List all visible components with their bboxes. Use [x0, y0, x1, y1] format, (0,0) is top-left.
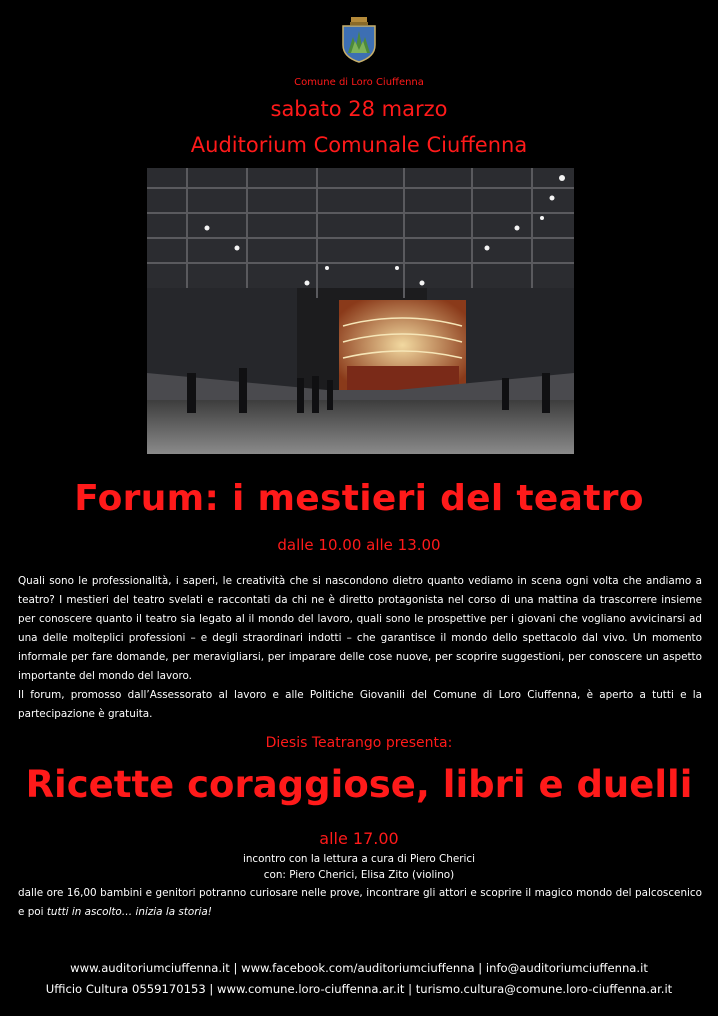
- reading-credit: incontro con la lettura a cura di Piero Cherici: [242, 853, 476, 865]
- show-description-text: dalle ore 16,00 bambini e genitori potranno curiosare nelle prove, incontrare gli attori e scoprire il magico mondo del palcoscenico e poi: [18, 887, 702, 918]
- forum-title: Forum: i mestieri del teatro: [74, 478, 644, 519]
- forum-paragraph: Il forum, promosso dall’Assessorato al lavoro e alle Politiche Giovanili del Comune di Loro Ciuffenna, è aperto a tutti e la partecipazione è gratuita.: [18, 689, 702, 720]
- forum-time: dalle 10.00 alle 13.00: [277, 536, 441, 554]
- event-date: sabato 28 marzo: [270, 97, 448, 121]
- forum-description: [18, 572, 702, 724]
- show-description: [18, 884, 702, 922]
- forum-paragraph: Quali sono le professionalità, i saperi, le creatività che si nascondono dietro quanto vediamo in scena ogni volta che andiamo a teatro? I mestieri del teatro svelati e raccontati da chi ne è diretto protagonista nel corso di una mattina da trascorrere insieme per conoscere quanto il teatro sia legato al il mondo del lavoro, quali sono le prospettive per i giovani che vogliano avvicinarsi ad una delle molteplici professioni – e degli straordinari indotti – che garantisce il mondo dello spettacolo dal vivo. Un momento informale per fare domande, per meravigliarsi, per imparare delle cose nuove, per scoprire suggestioni, per conoscere un aspetto importante del mondo del lavoro.: [18, 575, 702, 682]
- event-venue: Auditorium Comunale Ciuffenna: [190, 133, 528, 157]
- show-time: alle 17.00: [319, 829, 399, 848]
- footer-office-contacts: Ufficio Cultura 0559170153 | www.comune.loro-ciuffenna.ar.it | turismo.cultura@comune.loro-ciuffenna.ar.it: [45, 982, 673, 996]
- municipality-name: Comune di Loro Ciuffenna: [294, 77, 424, 88]
- municipal-crest-icon: [341, 17, 377, 63]
- footer-web-contacts: www.auditoriumciuffenna.it | www.facebook.com/auditoriumciuffenna | info@auditoriumciuffenna.it: [70, 961, 648, 975]
- show-presenter: Diesis Teatrango presenta:: [265, 735, 453, 751]
- theatre-stage-photo: [147, 168, 574, 454]
- show-description-italic: tutti in ascolto… inizia la storia!: [46, 906, 212, 918]
- cast-credit: con: Piero Cherici, Elisa Zito (violino): [263, 869, 455, 881]
- show-title: Ricette coraggiose, libri e duelli: [25, 763, 693, 806]
